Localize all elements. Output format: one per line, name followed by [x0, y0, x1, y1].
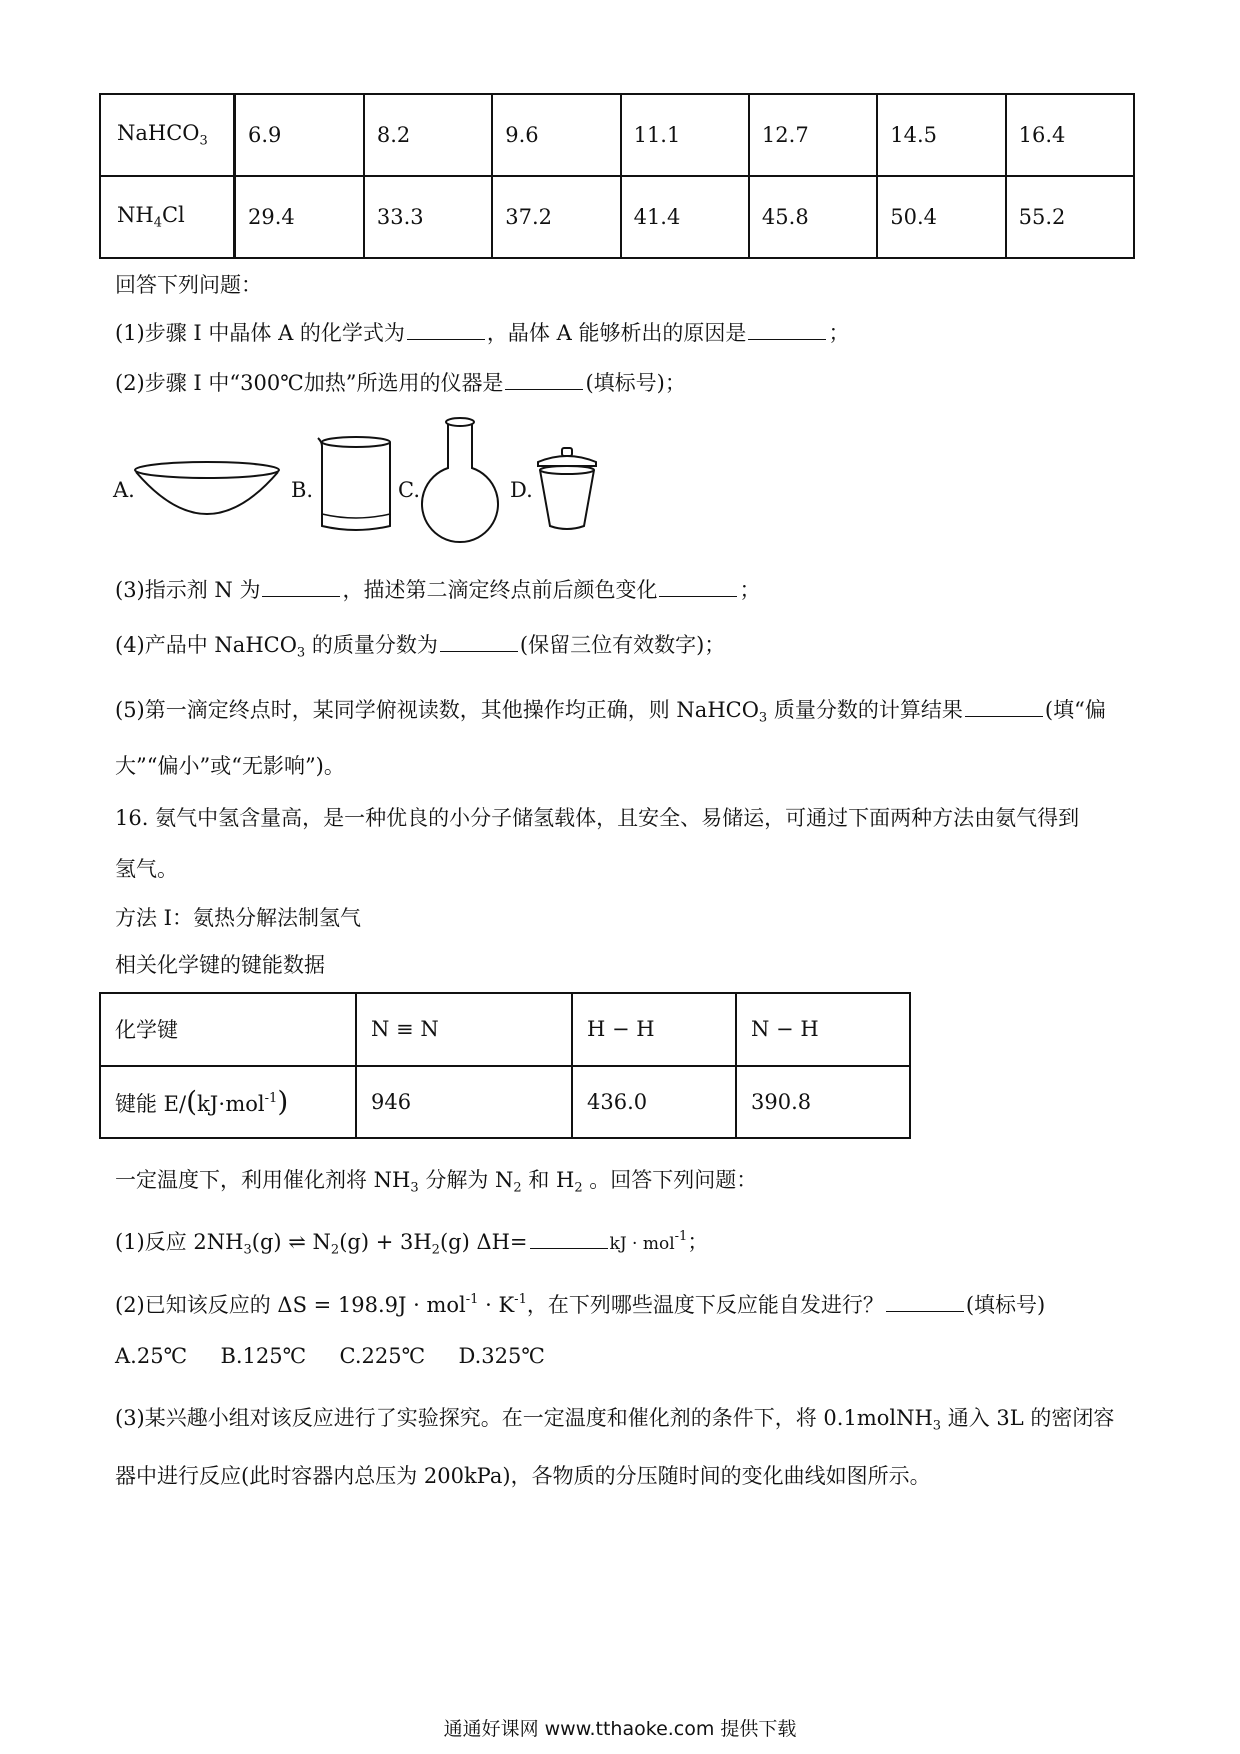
method-1-heading: 方法 I：氨热分解法制氢气: [115, 906, 361, 930]
table-header: H − H: [572, 993, 736, 1066]
beaker-icon: [312, 434, 396, 534]
reaction-question-3-line2: 器中进行反应(此时容器内总压为 200kPa)，各物质的分压随时间的变化曲线如图所示。: [115, 1464, 931, 1488]
reaction-question-2: (2)已知该反应的 $\Delta S = 198.9J \cdot mol^{-1} \cdot K^{-1}$，在下列哪些温度下反应能自发进行？ (填标号): [115, 1292, 1046, 1318]
table-cell: 55.2: [1006, 176, 1134, 258]
option-c-label: C.: [398, 478, 420, 502]
table-cell: 390.8: [736, 1066, 910, 1139]
table-cell: 8.2: [364, 94, 492, 176]
question-5-line2: 大”“偏小”或“无影响”)。: [115, 754, 345, 778]
table-cell: 6.9: [235, 94, 364, 176]
table-cell: 946: [356, 1066, 572, 1139]
table-cell: 41.4: [621, 176, 749, 258]
decomposition-text: 一定温度下，利用催化剂将 $NH_3$ 分解为 $N_2$ 和 $H_2$ 。回答下列问题：: [115, 1168, 758, 1196]
bond-energy-table: [99, 992, 911, 1139]
question-3: (3)指示剂 N 为 ，描述第二滴定终点前后颜色变化 ；: [115, 578, 761, 602]
table-cell: 9.6: [492, 94, 620, 176]
table-cell: 45.8: [749, 176, 877, 258]
reaction-question-3: (3)某兴趣小组对该反应进行了实验探究。在一定温度和催化剂的条件下，将 0.1molNH$_3$ 通入 3L 的密闭容: [115, 1406, 1115, 1434]
answer-blank[interactable]: [407, 325, 485, 340]
question-2: (2)步骤 I 中“300℃加热”所选用的仪器是 (填标号)；: [115, 371, 686, 395]
table-cell: 37.2: [492, 176, 620, 258]
table-cell: 29.4: [235, 176, 364, 258]
table-header: 化学键: [100, 993, 356, 1066]
option-a-label: A.: [113, 478, 135, 502]
table-header: N ≡ N: [356, 993, 572, 1066]
question-16: 16. 氨气中氢含量高，是一种优良的小分子储氢载体，且安全、易储运，可通过下面两种方法由氨气得到: [115, 806, 1080, 830]
table-cell: 12.7: [749, 94, 877, 176]
table-row: [100, 176, 1134, 258]
question-16-line2: 氢气。: [115, 857, 178, 881]
option-c: C.225℃: [339, 1344, 426, 1368]
answer-blank[interactable]: [262, 582, 340, 597]
table-header: N − H: [736, 993, 910, 1066]
answer-blank[interactable]: [505, 375, 583, 390]
answer-intro: 回答下列问题：: [115, 273, 262, 297]
question-5: (5)第一滴定终点时，某同学俯视读数，其他操作均正确，则 NaHCO$_3$ 质量分数的计算结果 (填“偏: [115, 698, 1106, 726]
table-cell: 436.0: [572, 1066, 736, 1139]
answer-blank[interactable]: [530, 1234, 608, 1249]
question-4: (4)产品中 NaHCO$_3$ 的质量分数为 (保留三位有效数字)；: [115, 633, 726, 661]
row-label-bond-energy: 键能 E/(kJ⋅mol$^{-1}$): [100, 1066, 356, 1139]
table-cell: 33.3: [364, 176, 492, 258]
table-row: [100, 1066, 910, 1139]
crucible-icon: [532, 446, 602, 536]
answer-blank[interactable]: [440, 637, 518, 652]
option-b-label: B.: [291, 478, 314, 502]
table-row: [100, 993, 910, 1066]
question-1: (1)步骤 I 中晶体 A 的化学式为 ，晶体 A 能够析出的原因是 ；: [115, 321, 850, 345]
option-a: A.25℃: [115, 1344, 188, 1368]
table-row: [100, 94, 1134, 176]
table-cell: 50.4: [877, 176, 1005, 258]
round-bottom-flask-icon: [420, 416, 500, 552]
option-d-label: D.: [510, 478, 533, 502]
row-label-nh4cl: $NH_4Cl$: [100, 176, 235, 258]
page-footer: 通通好课网 www.tthaoke.com 提供下载: [443, 1718, 797, 1740]
table-cell: 11.1: [621, 94, 749, 176]
answer-blank[interactable]: [965, 702, 1043, 717]
bond-table-caption: 相关化学键的键能数据: [115, 953, 325, 977]
option-d: D.325℃: [458, 1344, 545, 1368]
answer-blank[interactable]: [886, 1297, 964, 1312]
table-cell: 14.5: [877, 94, 1005, 176]
reaction-question-1: (1)反应 $2NH_3(g)$ ⇌ $N_2(g) + 3H_2(g)$ ΔH= kJ · mol$^{-1}$；: [115, 1229, 709, 1258]
row-label-nahco3: NaHCO$_3$: [100, 94, 235, 176]
evaporating-dish-icon: [132, 458, 282, 518]
answer-blank[interactable]: [659, 582, 737, 597]
temperature-options: [115, 1346, 545, 1367]
solubility-table: [99, 93, 1135, 259]
table-cell: 16.4: [1006, 94, 1134, 176]
answer-blank[interactable]: [748, 325, 826, 340]
option-b: B.125℃: [220, 1344, 307, 1368]
